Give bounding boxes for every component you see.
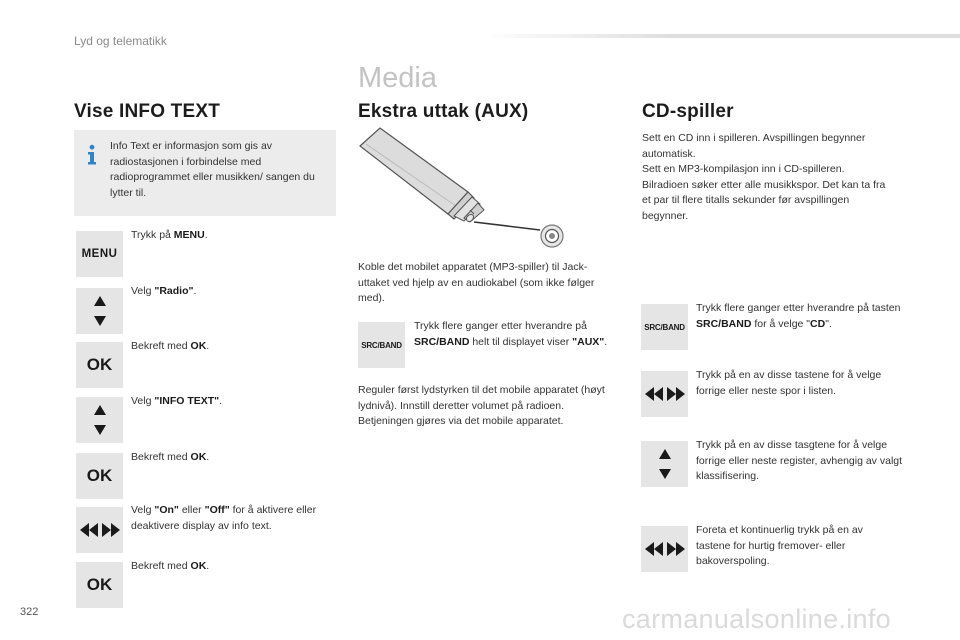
src-band-button[interactable] xyxy=(358,322,405,368)
step-5-text: Bekreft med OK. xyxy=(131,451,210,463)
left-title: Vise INFO TEXT xyxy=(74,101,221,122)
step-6-text: Velg "On" eller "Off" for å aktivere eller deaktivere display av info text. xyxy=(131,504,317,532)
info-text: Info Text er informasjon som gis av radiostasjonen i forbindelse med radioprogrammet eller musikken/ sangen du lytter til. xyxy=(110,140,315,199)
cd-intro-text: Sett en CD inn i spilleren. Avspillingen begynner automatisk. Sett en MP3-kompilasjon inn i CD-spilleren. Bilradioen søker etter alle musikkspor. Det kan ta fra et par til flere titalls sekunder før avspillingen begynner. xyxy=(642,132,886,222)
aux-src-text: Trykk flere ganger etter hverandre på SRC/BAND helt til displayet viser "AUX". xyxy=(414,320,608,348)
ok-button[interactable] xyxy=(76,453,123,499)
watermark: carmanualsonline.info xyxy=(622,604,891,634)
cd-src-text: Trykk flere ganger etter hverandre på tasten SRC/BAND for å velge "CD". xyxy=(696,302,901,330)
skip-button[interactable] xyxy=(76,507,123,553)
up-down-arrows-icon xyxy=(90,293,110,329)
skip-back-forward-icon xyxy=(644,541,686,557)
info-box xyxy=(74,130,336,216)
ok-button-label: OK xyxy=(86,575,113,594)
step-4-text: Velg "INFO TEXT". xyxy=(131,395,223,407)
skip-button[interactable] xyxy=(641,371,688,417)
up-down-arrows-icon xyxy=(655,446,675,482)
step-3-text: Bekreft med OK. xyxy=(131,340,210,352)
section-header: Lyd og telematikk xyxy=(74,34,167,48)
ok-button-label: OK xyxy=(86,355,113,374)
menu-button-label: MENU xyxy=(81,248,118,260)
menu-button[interactable] xyxy=(76,231,123,277)
cd-updown-text: Trykk på en av disse tasgtene for å velge forrige eller neste register, avhengig av valgt klassifisering. xyxy=(696,439,903,482)
ok-button-label: OK xyxy=(86,466,113,485)
media-title: Media xyxy=(358,62,437,94)
right-title: CD-spiller xyxy=(642,101,734,122)
up-down-arrows-icon xyxy=(90,402,110,438)
jack-plug-illustration xyxy=(352,126,576,254)
src-band-button-label: SRC/BAND xyxy=(361,340,402,350)
middle-title: Ekstra uttak (AUX) xyxy=(358,101,529,122)
aux-connect-text: Koble det mobilet apparatet (MP3-spiller) til Jack-uttaket ved hjelp av en audiokabel (som ikke følger med). xyxy=(358,261,595,304)
src-band-button-label: SRC/BAND xyxy=(644,322,685,332)
skip-back-forward-icon xyxy=(79,522,121,538)
up-down-button[interactable] xyxy=(76,288,123,334)
up-down-button[interactable] xyxy=(76,397,123,443)
skip-back-forward-icon xyxy=(644,386,686,402)
ok-button[interactable] xyxy=(76,562,123,608)
info-icon xyxy=(85,144,99,166)
cd-skip-text: Trykk på en av disse tastene for å velge forrige eller neste spor i listen. xyxy=(696,369,882,397)
ok-button[interactable] xyxy=(76,342,123,388)
src-band-button[interactable] xyxy=(641,304,688,350)
step-2-text: Velg "Radio". xyxy=(131,285,197,297)
up-down-button[interactable] xyxy=(641,441,688,487)
step-1-text: Trykk på MENU. xyxy=(131,229,208,241)
header-rule xyxy=(480,34,960,38)
page-number: 322 xyxy=(20,606,39,618)
fast-forward-rewind-button[interactable] xyxy=(641,526,688,572)
aux-volume-text: Reguler først lydstyrken til det mobile apparatet (høyt lydnivå). Innstill deretter volumet på radioen. Betjeningen gjøres via det mobile apparatet. xyxy=(358,384,605,427)
step-7-text: Bekreft med OK. xyxy=(131,560,210,572)
cd-ff-text: Foreta et kontinuerlig trykk på en av tastene for hurtig fremover- eller bakoverspoling. xyxy=(696,524,863,567)
